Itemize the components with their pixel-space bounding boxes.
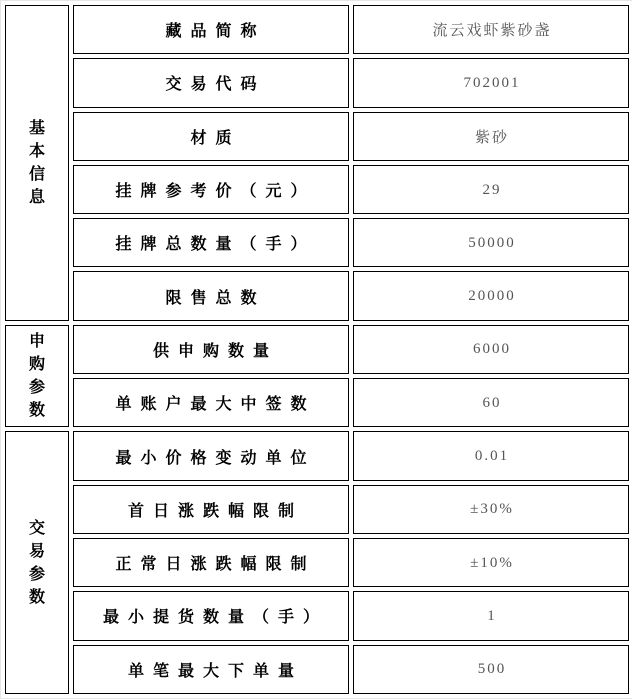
field-label: 单笔最大下单量	[127, 662, 303, 680]
table-row	[5, 218, 629, 267]
field-label: 交易代码	[165, 76, 266, 94]
field-label-cell	[73, 538, 349, 587]
value-cell	[353, 218, 629, 267]
value-cell	[353, 378, 629, 427]
field-label: 最小提货数量（手）	[102, 609, 328, 627]
table-row	[5, 325, 629, 374]
field-label-cell	[73, 58, 349, 107]
field-label: 正常日涨跌幅限制	[115, 556, 316, 574]
field-label-cell	[73, 218, 349, 267]
field-label: 单账户最大中签数	[115, 396, 316, 414]
value-cell	[353, 5, 629, 54]
value-cell	[353, 591, 629, 640]
group-cell-trading-params	[5, 431, 69, 694]
group-label: 交易参数	[28, 519, 45, 606]
field-value: 20000	[468, 288, 516, 305]
table-row	[5, 538, 629, 587]
group-label: 基本信息	[28, 119, 45, 206]
field-value: 1	[487, 607, 497, 624]
field-value: 29	[482, 181, 502, 198]
value-cell	[353, 431, 629, 480]
value-cell	[353, 485, 629, 534]
field-label: 首日涨跌幅限制	[127, 502, 303, 520]
value-cell	[353, 58, 629, 107]
field-value: 0.01	[474, 448, 510, 465]
value-cell	[353, 165, 629, 214]
field-label: 藏品简称	[165, 23, 266, 41]
field-label-cell	[73, 112, 349, 161]
value-cell	[353, 538, 629, 587]
table-row	[5, 485, 629, 534]
field-label-cell	[73, 378, 349, 427]
field-label: 最小价格变动单位	[115, 449, 316, 467]
table-row	[5, 431, 629, 480]
field-value: ±30%	[470, 501, 514, 518]
field-value: 702001	[463, 74, 521, 91]
value-cell	[353, 271, 629, 320]
field-label-cell	[73, 591, 349, 640]
table-row	[5, 378, 629, 427]
value-cell	[353, 325, 629, 374]
table-row	[5, 645, 629, 694]
field-label: 限售总数	[165, 289, 266, 307]
group-cell-subscription-params	[5, 325, 69, 428]
table-row	[5, 5, 629, 54]
field-value: 紫砂	[474, 129, 509, 146]
field-label: 材质	[190, 129, 241, 147]
field-label: 供申购数量	[152, 342, 278, 360]
value-cell	[353, 645, 629, 694]
field-value: 500	[477, 661, 507, 678]
field-label-cell	[73, 645, 349, 694]
field-value: 流云戏虾紫砂盏	[432, 23, 552, 40]
field-label: 挂牌总数量（手）	[115, 236, 316, 254]
field-value: 60	[482, 394, 502, 411]
field-value: 6000	[473, 341, 511, 358]
group-label: 申购参数	[28, 333, 45, 420]
field-label-cell	[73, 325, 349, 374]
field-value: ±10%	[470, 554, 514, 571]
table-row	[5, 58, 629, 107]
field-label-cell	[73, 431, 349, 480]
field-label-cell	[73, 271, 349, 320]
field-value: 50000	[468, 234, 516, 251]
table-row	[5, 165, 629, 214]
field-label-cell	[73, 485, 349, 534]
table-row	[5, 271, 629, 320]
table-row	[5, 591, 629, 640]
field-label: 挂牌参考价（元）	[115, 183, 316, 201]
table-row	[5, 112, 629, 161]
field-label-cell	[73, 165, 349, 214]
value-cell	[353, 112, 629, 161]
group-cell-basic-info	[5, 5, 69, 321]
field-label-cell	[73, 5, 349, 54]
